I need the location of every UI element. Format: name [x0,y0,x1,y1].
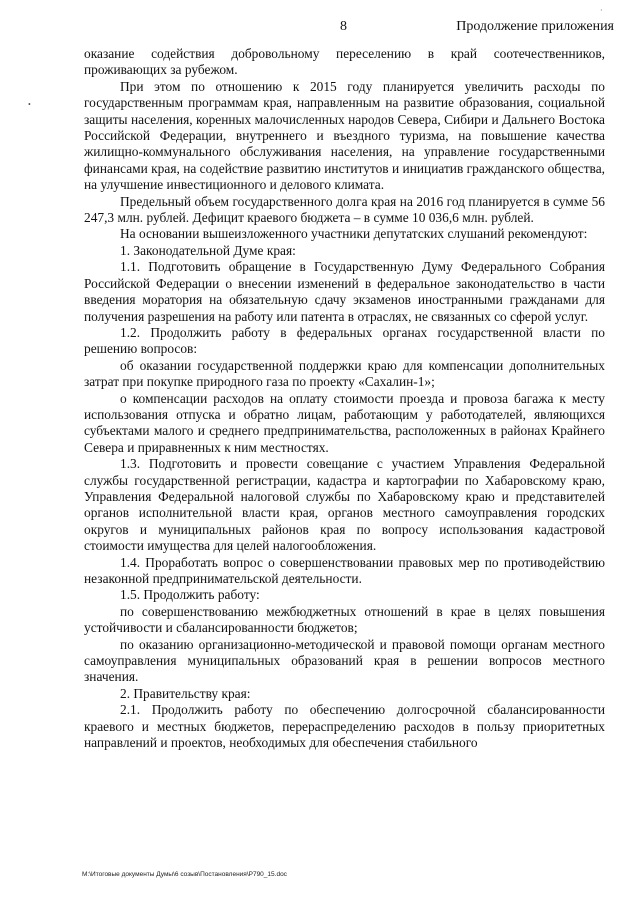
paragraph: При этом по отношению к 2015 году планируется увеличить расходы по государственным программам края, направленным на развитие образования, социальной защиты населения, коренных малочисленных народов Севера, Сибири и Дальнего Востока Российской Федерации, внутреннего и въездного туризма, на повышение качества жилищно-коммунального обслуживания населения, на управление государственными финансами края, на содействие развитию институтов и инициатив гражданского общества, на улучшение инвестиционного и делового климата. [84,78,605,193]
paragraph: 1. Законодательной Думе края: [120,242,296,258]
header-title: Продолжение приложения [456,19,614,34]
page-number: 8 [340,19,347,34]
paragraph: 1.5. Продолжить работу: [120,587,260,603]
paragraph: Предельный объем государственного долга края на 2016 год планируется в сумме 56 247,3 млн. рублей. Дефицит краевого бюджета – в сумме 10 036,6 млн. рублей. [84,193,605,226]
paragraph: о компенсации расходов на оплату стоимости проезда и провоза багажа к месту использования отпуска и обратно лицам, работающим у работодателей, являющихся субъектами малого и среднего предпринимательства, расположенных в районах Крайнего Севера и приравненных к ним местностях. [84,390,605,455]
paragraph: 2. Правительству края: [120,685,251,701]
paragraph: об оказании государственной поддержки краю для компенсации дополнительных затрат при покупке природного газа по проекту «Сахалин-1»; [84,357,605,390]
paragraph: 1.2. Продолжить работу в федеральных органах государственной власти по решению вопросов: [84,324,605,357]
paragraph: 1.1. Подготовить обращение в Государственную Думу Федерального Собрания Российской Федерации о внесении изменений в федеральное законодательство в части введения моратория на обязательную сдачу экзаменов иностранными гражданами для получения разрешения на работу или патента в отраслях, не связанных со сферой услуг. [84,259,605,324]
paragraph: 2.1. Продолжить работу по обеспечению долгосрочной сбалансированности краевого и местных бюджетов, перераспределению расходов в пользу приоритетных направлений и проектов, необходимых для обеспечения стабильного [84,702,605,751]
paragraph: по совершенствованию межбюджетных отношений в крае в целях повышения устойчивости и сбалансированности бюджетов; [84,603,605,636]
paragraph: оказание содействия добровольному переселению в край соотечественников, проживающих за рубежом. [84,46,605,78]
paragraph: На основании вышеизложенного участники депутатских слушаний рекомендуют: [120,226,588,242]
scan-speck: · [600,6,603,15]
paragraph: по оказанию организационно-методической и правовой помощи органам местного самоуправления муниципальных образований края в решении вопросов местного значения. [84,636,605,685]
scan-speck: • [28,100,31,109]
file-path-footer: M:\Итоговые документы Думы\6 созыв\Постановления\Р790_15.doc [82,871,287,878]
paragraph: 1.4. Проработать вопрос о совершенствовании правовых мер по противодействию незаконной предпринимательской деятельности. [84,554,605,586]
paragraph: 1.3. Подготовить и провести совещание с участием Управления Федеральной службы государственной регистрации, кадастра и картографии по Хабаровскому краю, Управления Федеральной налоговой службы по Хабаровскому краю и представителей органов исполнительной власти края, органов местного самоуправления городских округов и муниципальных районов края по вопросу использования кадастровой стоимости имущества для целей налогообложения. [84,456,605,554]
document-body [84,46,605,751]
